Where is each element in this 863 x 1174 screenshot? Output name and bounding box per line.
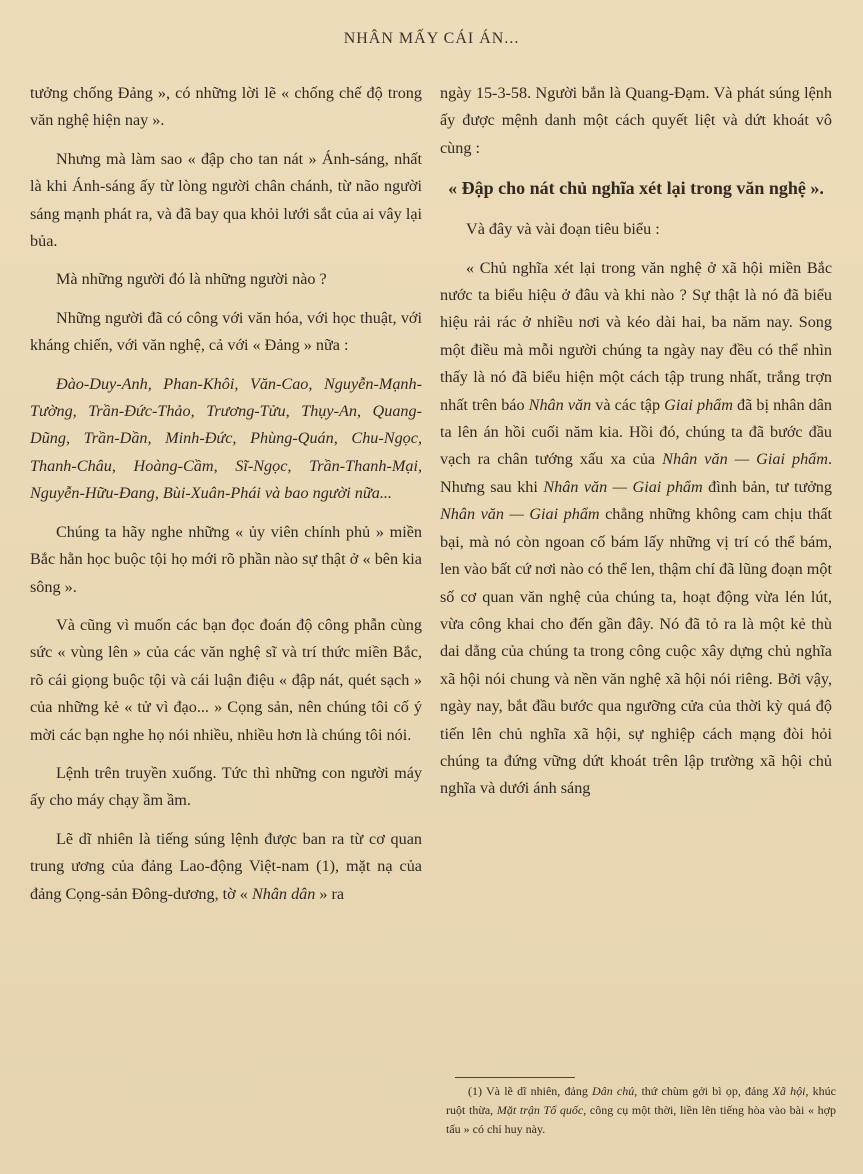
left-column	[30, 80, 422, 919]
paragraph: ngày 15-3-58. Người bắn là Quang-Đạm. Và phát súng lệnh ấy được mệnh danh một cách quyết liệt và dứt khoát vô cùng :	[440, 84, 832, 157]
paragraph: Mà những người đó là những người nào ?	[56, 270, 327, 289]
footnote: (1) Và lẽ dĩ nhiên, đảng Dân chủ, thứ chùm gởi bì ọp, đảng Xã hội, khúc ruột thừa, Mặt trận Tổ quốc, công cụ một thời, liền lên tiếng hòa vào bài « hợp tấu » có chỉ huy này.	[446, 1084, 837, 1136]
slogan-heading: « Đập cho nát chủ nghĩa xét lại trong văn nghệ ».	[448, 178, 824, 199]
footnote-divider	[455, 1077, 575, 1078]
right-column	[440, 80, 832, 814]
paragraph: Lệnh trên truyền xuống. Tức thì những con người máy ấy cho máy chạy ầm ầm.	[30, 763, 422, 810]
paragraph: Những người đã có công với văn hóa, với học thuật, với kháng chiến, với văn nghệ, cả với « Đảng » nữa :	[30, 308, 422, 355]
paragraph: Nhưng mà làm sao « đập cho tan nát » Ánh-sáng, nhất là khi Ánh-sáng ấy từ lòng người chân chánh, từ não người sáng mạnh phát ra, và đã bay qua khỏi lưới sắt của ai vây lại bủa.	[30, 149, 422, 251]
paragraph: tưởng chống Đảng », có những lời lẽ « chống chế độ trong văn nghệ hiện nay ».	[30, 84, 422, 130]
paragraph: Chúng ta hãy nghe những « ủy viên chính phủ » miền Bắc hằn học buộc tội họ mới rõ phần nào sự thật ở « bên kia sông ».	[30, 522, 422, 596]
quote-paragraph: « Chủ nghĩa xét lại trong văn nghệ ở xã hội miền Bắc nước ta biểu hiệu ở đâu và khi nào ? Sự thật là nó đã biểu hiệu rải rác ở nhiều nơi và kéo dài hai, ba năm nay. Song một điều mà mỗi người chúng ta ngày nay đều có thể nhìn thấy là nó đã biểu hiện một cách tập trung nhất, trắng trợn nhất trên báo Nhân văn và các tập Giai phẩm đã bị nhân dân ta lên án hồi cuối năm kia. Hồi đó, chúng ta đã bước đầu vạch ra chân tướng xấu xa của Nhân văn — Giai phẩm. Nhưng sau khi Nhân văn — Giai phẩm đình bản, tư tưởng Nhân văn — Giai phẩm chẳng những không cam chịu thất bại, mà nó còn ngoan cố bám lấy những vị trí có thể bám, len vào bất cứ nơi nào có thể len, thậm chí đã lũng đoạn một số cơ quan văn nghệ của chúng ta, hoạt động vừa lén lút, vừa công khai cho đến gần đây. Nó đã tỏ ra là một kẻ thù dai dẳng của chúng ta trong công cuộc xây dựng chủ nghĩa xã hội nói chung và nền văn nghệ xã hội nói riêng. Bởi vậy, ngày nay, bắt đầu bước qua ngưỡng cửa của thời kỳ quá độ tiến lên chủ nghĩa xã hội, sự nghiệp cách mạng đòi hỏi chúng ta đứng vững dứt khoát trên lập trường xã hội chủ nghĩa và dưới ánh sáng	[440, 258, 833, 798]
paragraph: Lẽ dĩ nhiên là tiếng súng lệnh được ban ra từ cơ quan trung ương của đảng Lao-động Việt-nam (1), mặt nạ của đảng Cọng-sản Đông-dương, tờ « Nhân dân » ra	[30, 829, 422, 903]
paragraph: Và cũng vì muốn các bạn đọc đoán độ công phẫn cùng sức « vùng lên » của các văn nghệ sĩ và trí thức miền Bắc, rõ cái giọng buộc tội và cái luận điệu « đập nát, quét sạch » của những kẻ « tử vì đạo... » Cọng sản, nên chúng tôi cố ý mời các bạn nghe họ nói nhiều, nhiều hơn là chúng tôi nói.	[30, 615, 422, 744]
names-list: Đào-Duy-Anh, Phan-Khôi, Văn-Cao, Nguyễn-Mạnh-Tường, Trần-Đức-Thảo, Trương-Tửu, Thụy-An, Quang-Dũng, Trần-Dần, Minh-Đức, Phùng-Quán, Chu-Ngọc, Thanh-Châu, Hoàng-Cầm, Sĩ-Ngọc, Trần-Thanh-Mại, Nguyễn-Hữu-Đang, Bùi-Xuân-Phái và bao người nữa...	[30, 374, 422, 503]
newspaper-title: Nhân dân	[251, 884, 316, 903]
paragraph: Và đây và vài đoạn tiêu biểu :	[466, 220, 660, 239]
running-title: NHÂN MẤY CÁI ÁN...	[343, 30, 520, 47]
